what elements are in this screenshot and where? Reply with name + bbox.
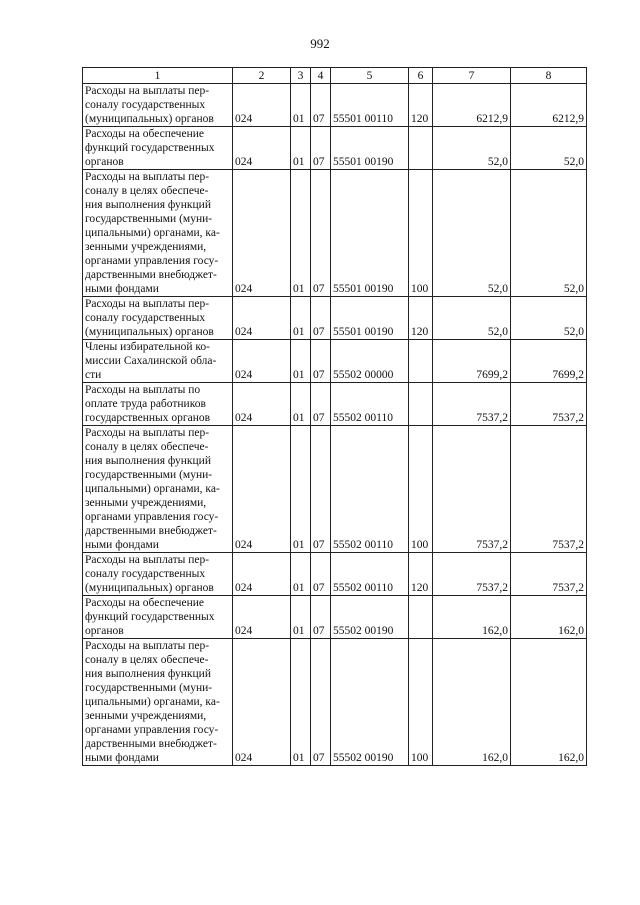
column-header-7: 7 (433, 68, 511, 84)
amount-col-7: 52,0 (433, 127, 511, 170)
expense-type-code (409, 127, 433, 170)
admin-code: 024 (233, 127, 291, 170)
expense-type-code (409, 596, 433, 639)
item-name: Расходы на выплаты пер- соналу в целях обеспече- ния выполнения функций государственными (муни- ципальными) органами, ка- зенными учреждениями, органами управления госу- дарственными внебюджет- ными фондами (83, 426, 233, 553)
column-header-6: 6 (409, 68, 433, 84)
page-number: 992 (310, 36, 330, 51)
table-row (83, 639, 587, 766)
item-name: Расходы на обеспечение функций государственных органов (83, 127, 233, 170)
table-row (83, 127, 587, 170)
item-name: Расходы на выплаты пер- соналу государственных (муниципальных) органов (83, 297, 233, 340)
amount-col-7: 7537,2 (433, 426, 511, 553)
column-header-4: 4 (311, 68, 331, 84)
section-code: 01 (291, 297, 311, 340)
table-row (83, 84, 587, 127)
table-row (83, 553, 587, 596)
table-header (83, 68, 587, 84)
section-code: 01 (291, 84, 311, 127)
target-article-code: 55501 00110 (331, 84, 409, 127)
column-header-3: 3 (291, 68, 311, 84)
subsection-code: 07 (311, 553, 331, 596)
item-name: Расходы на выплаты пер- соналу государственных (муниципальных) органов (83, 84, 233, 127)
section-code: 01 (291, 170, 311, 297)
target-article-code: 55501 00190 (331, 127, 409, 170)
amount-col-7: 7537,2 (433, 383, 511, 426)
section-code: 01 (291, 426, 311, 553)
expense-type-code: 100 (409, 426, 433, 553)
admin-code: 024 (233, 340, 291, 383)
target-article-code: 55502 00190 (331, 596, 409, 639)
amount-col-7: 7537,2 (433, 553, 511, 596)
table-row (83, 426, 587, 553)
target-article-code: 55502 00110 (331, 383, 409, 426)
amount-col-8: 7537,2 (511, 426, 587, 553)
target-article-code: 55502 00000 (331, 340, 409, 383)
amount-col-7: 7699,2 (433, 340, 511, 383)
section-code: 01 (291, 596, 311, 639)
item-name: Расходы на выплаты пер- соналу государственных (муниципальных) органов (83, 553, 233, 596)
target-article-code: 55502 00110 (331, 426, 409, 553)
expense-type-code: 100 (409, 639, 433, 766)
expense-type-code (409, 340, 433, 383)
amount-col-7: 6212,9 (433, 84, 511, 127)
admin-code: 024 (233, 553, 291, 596)
subsection-code: 07 (311, 639, 331, 766)
subsection-code: 07 (311, 340, 331, 383)
table-row (83, 340, 587, 383)
column-header-2: 2 (233, 68, 291, 84)
subsection-code: 07 (311, 84, 331, 127)
amount-col-8: 162,0 (511, 596, 587, 639)
admin-code: 024 (233, 297, 291, 340)
subsection-code: 07 (311, 426, 331, 553)
amount-col-7: 52,0 (433, 297, 511, 340)
amount-col-8: 52,0 (511, 127, 587, 170)
section-code: 01 (291, 639, 311, 766)
column-header-1: 1 (83, 68, 233, 84)
subsection-code: 07 (311, 127, 331, 170)
subsection-code: 07 (311, 170, 331, 297)
column-header-5: 5 (331, 68, 409, 84)
amount-col-8: 7537,2 (511, 553, 587, 596)
section-code: 01 (291, 553, 311, 596)
admin-code: 024 (233, 383, 291, 426)
table-body (83, 84, 587, 766)
subsection-code: 07 (311, 383, 331, 426)
amount-col-7: 52,0 (433, 170, 511, 297)
table-row (83, 596, 587, 639)
expense-type-code: 120 (409, 84, 433, 127)
expense-type-code: 100 (409, 170, 433, 297)
amount-col-8: 7537,2 (511, 383, 587, 426)
item-name: Члены избирательной ко- миссии Сахалинской обла- сти (83, 340, 233, 383)
expense-type-code: 120 (409, 553, 433, 596)
admin-code: 024 (233, 426, 291, 553)
target-article-code: 55502 00110 (331, 553, 409, 596)
table-row (83, 170, 587, 297)
section-code: 01 (291, 127, 311, 170)
item-name: Расходы на выплаты пер- соналу в целях обеспече- ния выполнения функций государственными (муни- ципальными) органами, ка- зенными учреждениями, органами управления госу- дарственными внебюджет- ными фондами (83, 170, 233, 297)
admin-code: 024 (233, 84, 291, 127)
section-code: 01 (291, 340, 311, 383)
admin-code: 024 (233, 596, 291, 639)
expense-type-code: 120 (409, 297, 433, 340)
amount-col-8: 162,0 (511, 639, 587, 766)
amount-col-8: 7699,2 (511, 340, 587, 383)
column-header-8: 8 (511, 68, 587, 84)
target-article-code: 55501 00190 (331, 297, 409, 340)
amount-col-8: 52,0 (511, 297, 587, 340)
expense-type-code (409, 383, 433, 426)
target-article-code: 55501 00190 (331, 170, 409, 297)
section-code: 01 (291, 383, 311, 426)
target-article-code: 55502 00190 (331, 639, 409, 766)
amount-col-7: 162,0 (433, 596, 511, 639)
item-name: Расходы на выплаты пер- соналу в целях обеспече- ния выполнения функций государственными (муни- ципальными) органами, ка- зенными учреждениями, органами управления госу- дарственными внебюджет- ными фондами (83, 639, 233, 766)
subsection-code: 07 (311, 297, 331, 340)
table-row (83, 297, 587, 340)
admin-code: 024 (233, 639, 291, 766)
item-name: Расходы на обеспечение функций государственных органов (83, 596, 233, 639)
table-row (83, 383, 587, 426)
amount-col-8: 6212,9 (511, 84, 587, 127)
budget-table (82, 67, 587, 766)
amount-col-8: 52,0 (511, 170, 587, 297)
item-name: Расходы на выплаты по оплате труда работников государственных органов (83, 383, 233, 426)
header-row (83, 68, 587, 84)
amount-col-7: 162,0 (433, 639, 511, 766)
admin-code: 024 (233, 170, 291, 297)
subsection-code: 07 (311, 596, 331, 639)
